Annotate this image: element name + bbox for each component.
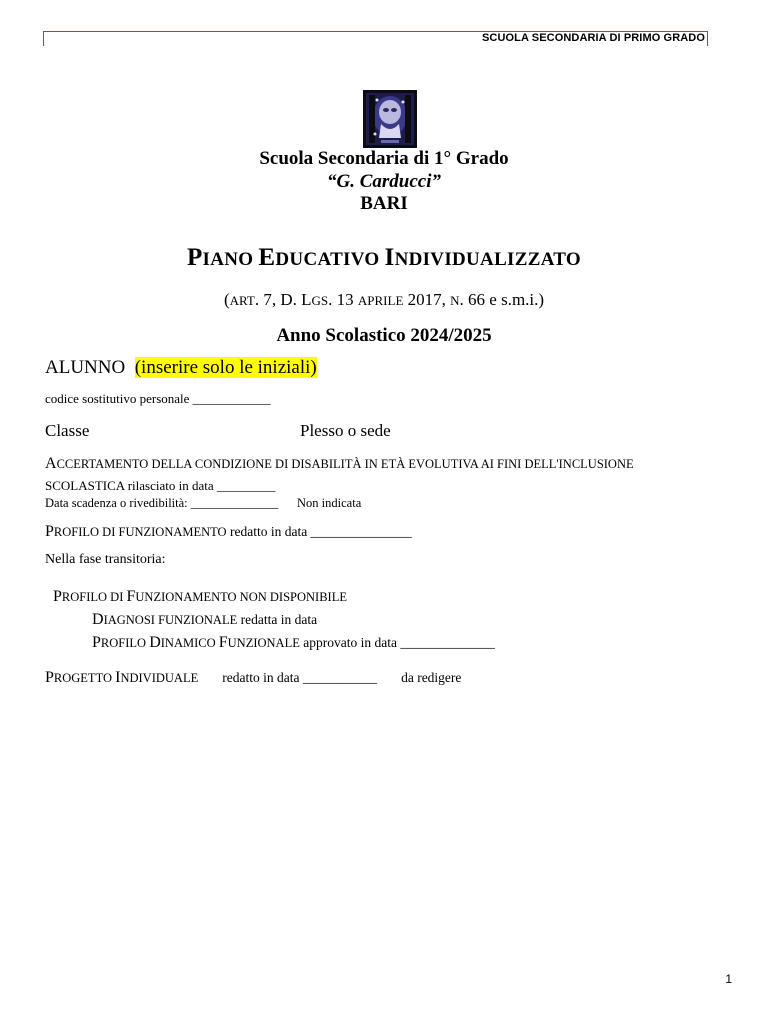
profilo-dinamico-line[interactable]: PROFILO DINAMICO FUNZIONALE approvato in data ______________ [92,634,495,651]
plesso-label: Plesso o sede [300,421,391,440]
scadenza-line [45,496,361,511]
redatto-field[interactable]: redatto in data ___________ [222,670,378,685]
profilo-funzionamento-line[interactable]: PROFILO DI FUNZIONAMENTO redatto in data _______________ [45,523,412,540]
da-redigere-label: da redigere [401,670,462,685]
scadenza-label: Data scadenza o rivedibilità: [45,496,188,510]
non-indicata-label: Non indicata [297,496,362,510]
classe-label: Classe [45,421,90,440]
scadenza-blank[interactable]: ______________ [190,496,279,510]
progetto-individuale-line: PROGETTO INDIVIDUALE redatto in data ___________ da redigere [45,669,462,686]
alunno-label: ALUNNO [45,357,126,378]
accertamento-date-line[interactable]: SCOLASTICA rilasciato in data _________ [45,478,276,493]
codice-field[interactable]: codice sostitutivo personale ____________ [45,391,271,406]
accertamento-heading: ACCERTAMENTO DELLA CONDIZIONE DI DISABILITÀ IN ETÀ EVOLUTIVA AI FINI DELL'INCLUSIONE [45,455,634,472]
document-title: PIANO EDUCATIVO INDIVIDUALIZZATO [186,244,582,271]
page-number: 1 [725,972,732,986]
fase-transitoria: Nella fase transitoria: [45,552,166,567]
pf-non-disponibile-line: PROFILO DI FUNZIONAMENTO NON DISPONIBILE [53,588,347,605]
school-name: Scuola Secondaria di 1° Grado [259,148,509,169]
diagnosi-funzionale-line[interactable]: DIAGNOSI FUNZIONALE redatta in data [92,611,318,628]
page-header-frame [43,31,708,46]
school-crest-icon [363,90,417,148]
school-city: BARI [360,193,408,214]
school-carducci: “G. Carducci” [327,171,441,192]
alunno-line [45,357,317,379]
header-school-type: SCUOLA SECONDARIA DI PRIMO GRADO [481,32,705,44]
school-year: Anno Scolastico 2024/2025 [276,325,492,346]
alunno-hint[interactable]: (inserire solo le iniziali) [134,357,317,378]
legal-reference: (ART. 7, D. LGS. 13 APRILE 2017, N. 66 e s.m.i.) [223,290,545,309]
